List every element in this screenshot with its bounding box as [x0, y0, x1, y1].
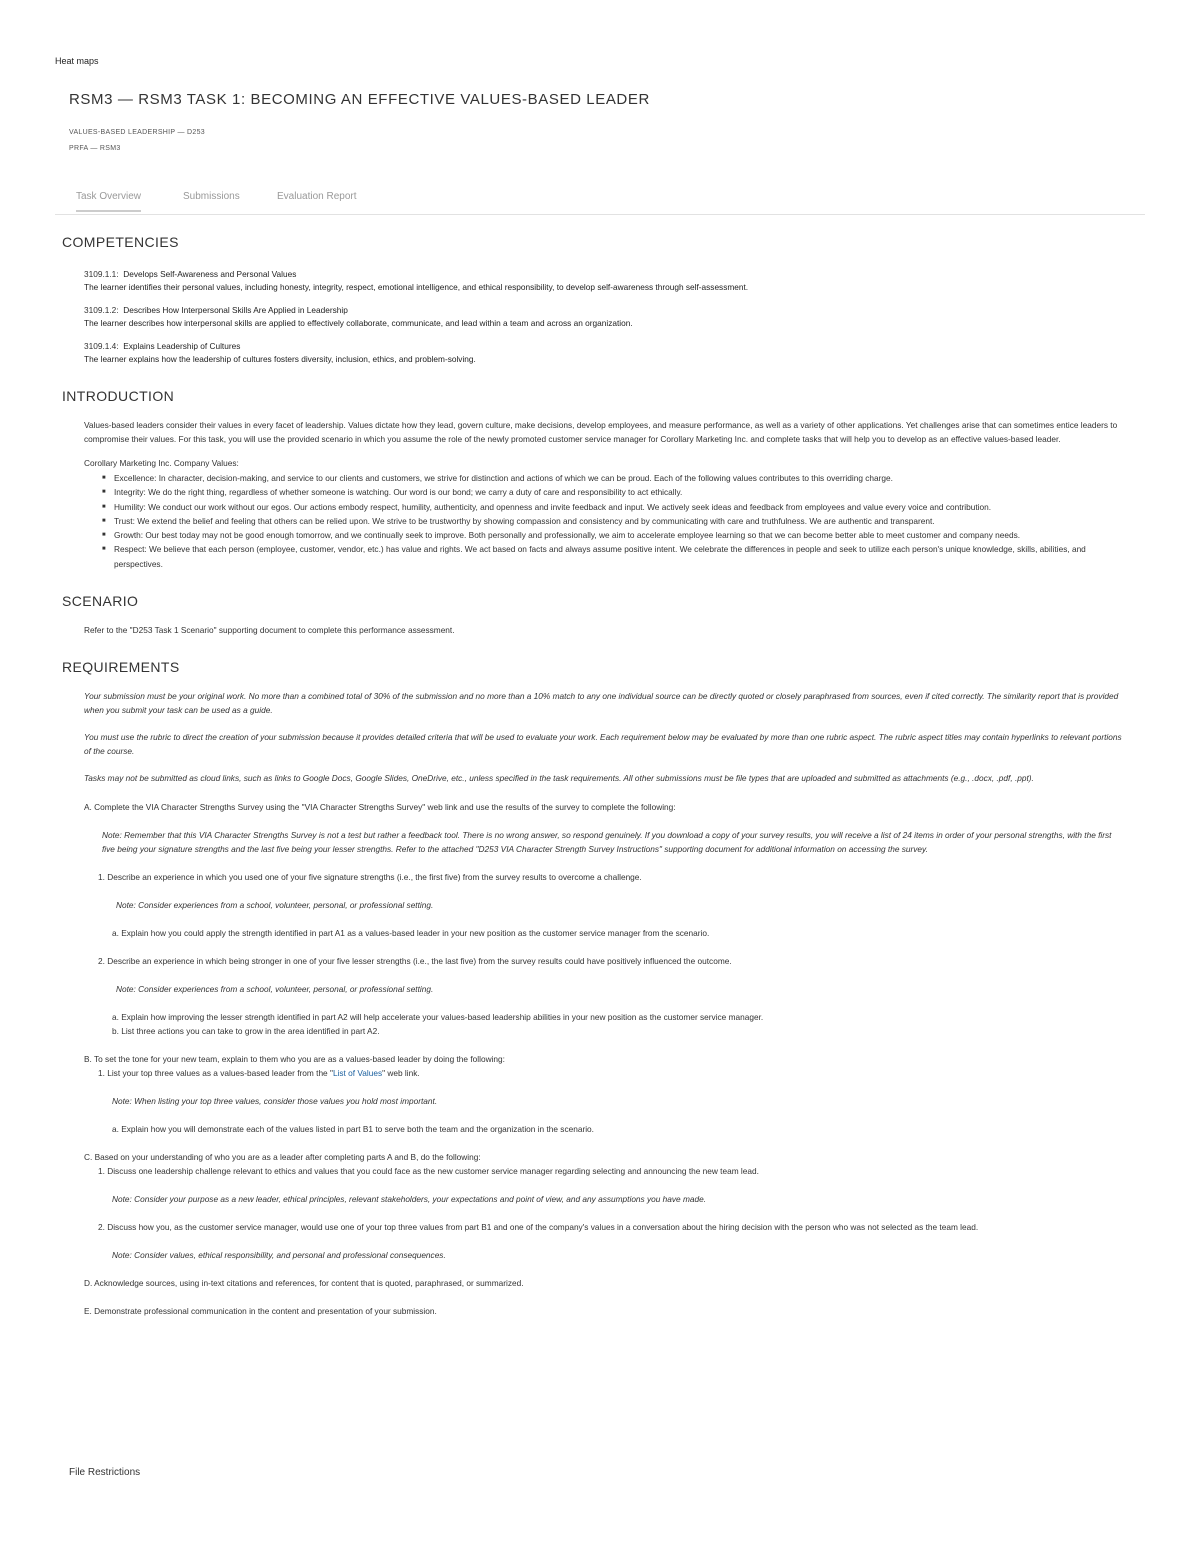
- competency-desc: The learner explains how the leadership of cultures fosters diversity, inclusion, ethics, and problem-solving.: [84, 354, 476, 364]
- requirement-b1: [98, 1066, 1122, 1080]
- requirement-a2: 2. Describe an experience in which being stronger in one of your five lesser strengths (i.e., the last five) from the survey results could have positively influenced the outcome.: [98, 956, 732, 967]
- program-label: PRFA — RSM3: [69, 145, 121, 152]
- introduction-paragraph: Values-based leaders consider their values in every facet of leadership. Values dictate how they lead, govern culture, make decisions, develop employees, and measure performance, as well as a variety of other applications. Yet challenges arise that can sometimes entice leaders to compromise their values. For this task, you will use the provided scenario in which you assume the role of the newly promoted customer service manager for Corollary Marketing Inc. and complete tasks that will help you to develop as an effective values-based leader.: [84, 420, 1118, 444]
- competency-code: 3109.1.4:: [84, 341, 119, 351]
- file-restrictions-heading[interactable]: File Restrictions: [69, 1467, 141, 1478]
- competency-item: [84, 304, 1122, 330]
- values-label: Corollary Marketing Inc. Company Values:: [84, 458, 239, 468]
- introduction-heading: INTRODUCTION: [62, 388, 175, 404]
- requirement-b1-text-end: " web link.: [382, 1068, 420, 1079]
- requirements-paragraph: You must use the rubric to direct the creation of your submission because it provides detailed criteria that will be used to evaluate your work. Each requirement below may be evaluated by more than one rubric aspect. The rubric aspect titles may contain hyperlinks to relevant portions of the course.: [84, 732, 1122, 757]
- requirement-a1a: a. Explain how you could apply the strength identified in part A1 as a values-based leader in your new position as the customer service manager from the scenario.: [112, 928, 710, 939]
- requirement-b1-text: 1. List your top three values as a values-based leader from the ": [98, 1068, 333, 1079]
- competency-name: Describes How Interpersonal Skills Are Applied in Leadership: [123, 305, 348, 315]
- scenario-heading: SCENARIO: [62, 593, 139, 610]
- page-title: RSM3 — RSM3 TASK 1: BECOMING AN EFFECTIVE VALUES-BASED LEADER: [69, 91, 650, 108]
- tab-bar: [55, 188, 1145, 215]
- requirement-note: Note: Consider experiences from a school, volunteer, personal, or professional setting.: [116, 900, 434, 911]
- list-item: ■ Respect: We believe that each person (employee, customer, vendor, etc.) has value and rights. We act based on facts and always assume positive intent. We celebrate the differences in people and seek to utilize each person's unique knowledge, skills, abilities, and perspectives.: [114, 542, 1122, 571]
- scenario-text: Refer to the "D253 Task 1 Scenario" supporting document to complete this performance assessment.: [84, 625, 455, 636]
- requirement-note: Note: When listing your top three values, consider those values you hold most important.: [112, 1096, 438, 1107]
- competencies-heading: COMPETENCIES: [62, 234, 179, 250]
- list-item: ■ Integrity: We do the right thing, regardless of whether someone is watching. Our word is our bond; we carry a duty of care and responsibility to act ethically.: [114, 485, 1122, 499]
- competency-item: [84, 340, 1122, 366]
- requirement-a2b: b. List three actions you can take to grow in the area identified in part A2.: [112, 1026, 380, 1037]
- requirement-note: Note: Remember that this VIA Character Strengths Survey is not a test but rather a feedback tool. There is no wrong answer, so respond genuinely. If you download a copy of your survey results, you will receive a list of 24 items in order of your personal strengths, with the first five being your signature strengths and the last five being your lesser strengths. Refer to the attached "D253 VIA Character Strength Survey Instructions" supporting document for additional information on accessing the survey.: [102, 830, 1112, 855]
- requirement-c2: 2. Discuss how you, as the customer service manager, would use one of your top three values from part B1 and one of the company's values in a conversation about the hiring decision with the person who was not selected as the team lead.: [98, 1222, 979, 1233]
- list-of-values-link[interactable]: List of Values: [332, 1068, 383, 1079]
- requirements-paragraph: Your submission must be your original work. No more than a combined total of 30% of the submission and no more than a 10% match to any one individual source can be directly quoted or closely paraphrased from sources, even if cited correctly. The similarity report that is provided when you submit your task can be used as a guide.: [84, 691, 1119, 716]
- competency-name: Explains Leadership of Cultures: [123, 341, 241, 351]
- requirement-a: A. Complete the VIA Character Strengths Survey using the "VIA Character Strengths Survey" web link and use the results of the survey to complete the following:: [84, 802, 676, 813]
- list-item: ■ Humility: We conduct our work without our egos. Our actions embody respect, humility, authenticity, and openness and invite feedback and input. We actively seek ideas and feedback from employees and value every voice and contribution.: [114, 500, 1122, 514]
- tab-submissions[interactable]: Submissions: [183, 191, 240, 202]
- requirement-note: Note: Consider experiences from a school, volunteer, personal, or professional setting.: [116, 984, 434, 995]
- requirements-paragraph: Tasks may not be submitted as cloud links, such as links to Google Docs, Google Slides, OneDrive, etc., unless specified in the task requirements. All other submissions must be file types that are uploaded and submitted as attachments (e.g., .docx, .pdf, .ppt).: [84, 773, 1034, 784]
- competency-desc: The learner identifies their personal values, including honesty, integrity, respect, emotional intelligence, and ethical responsibility, to develop self-awareness through self-assessment.: [84, 282, 749, 292]
- requirement-c1: 1. Discuss one leadership challenge relevant to ethics and values that you could face as the new customer service manager regarding selecting and announcing the new team lead.: [98, 1166, 759, 1177]
- breadcrumb[interactable]: Heat maps: [55, 56, 99, 66]
- tab-task-overview[interactable]: Task Overview: [76, 191, 141, 212]
- requirement-a2a: a. Explain how improving the lesser strength identified in part A2 will help accelerate your values-based leadership abilities in your new position as the customer service manager.: [112, 1012, 764, 1023]
- requirement-note: Note: Consider values, ethical responsibility, and personal and professional consequences.: [112, 1250, 446, 1261]
- competency-desc: The learner describes how interpersonal skills are applied to effectively collaborate, communicate, and lead within a team and across an organization.: [84, 318, 633, 328]
- company-values-list: [62, 471, 1122, 571]
- requirement-b1a: a. Explain how you will demonstrate each of the values listed in part B1 to serve both the team and the organization in the scenario.: [112, 1124, 594, 1135]
- requirement-d: D. Acknowledge sources, using in-text citations and references, for content that is quoted, paraphrased, or summarized.: [84, 1278, 524, 1289]
- competency-code: 3109.1.2:: [84, 305, 119, 315]
- course-label: VALUES-BASED LEADERSHIP — D253: [69, 129, 205, 136]
- tab-evaluation-report[interactable]: Evaluation Report: [277, 191, 357, 202]
- requirement-a1: 1. Describe an experience in which you used one of your five signature strengths (i.e., the first five) from the survey results to overcome a challenge.: [98, 872, 642, 883]
- requirement-b: B. To set the tone for your new team, explain to them who you are as a values-based leader by doing the following:: [84, 1054, 505, 1065]
- requirement-note: Note: Consider your purpose as a new leader, ethical principles, relevant stakeholders, your expectations and point of view, and any assumptions you have made.: [112, 1194, 707, 1205]
- requirements-heading: REQUIREMENTS: [62, 659, 180, 676]
- competency-code: 3109.1.1:: [84, 269, 119, 279]
- competency-item: [84, 268, 1122, 294]
- list-item: ■ Trust: We extend the belief and feeling that others can be relied upon. We strive to be trustworthy by showing compassion and consistency and by communicating with care and truthfulness. We are authentic and transparent.: [114, 514, 1122, 528]
- task-content: [62, 234, 1122, 1318]
- list-item: ■ Excellence: In character, decision-making, and service to our clients and customers, we strive for distinction and actions of which we can be proud. Each of the following values contributes to this overriding charge.: [114, 471, 1122, 485]
- requirement-e: E. Demonstrate professional communication in the content and presentation of your submission.: [84, 1306, 437, 1317]
- requirement-c: C. Based on your understanding of who you are as a leader after completing parts A and B, do the following:: [84, 1152, 481, 1163]
- competency-name: Develops Self-Awareness and Personal Values: [123, 269, 297, 279]
- list-item: ■ Growth: Our best today may not be good enough tomorrow, and we continually seek to improve. Both personally and professionally, we aim to accelerate employee learning so that we can become better able to meet customer and company needs.: [114, 528, 1122, 542]
